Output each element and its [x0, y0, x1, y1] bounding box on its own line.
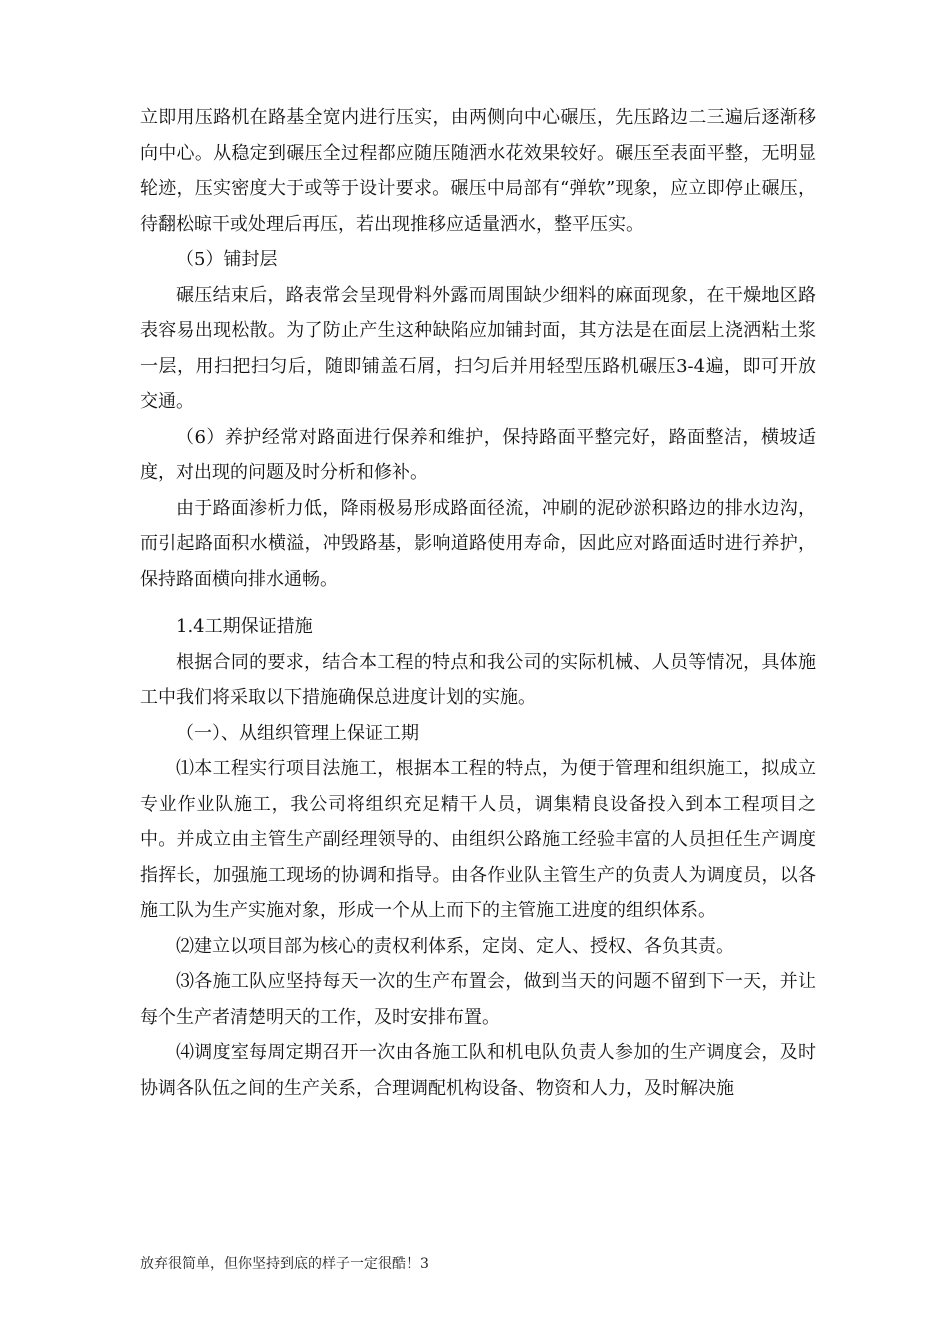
list-item-1: ⑴本工程实行项目法施工，根据本工程的特点，为便于管理和组织施工，拟成立专业作业队施工，我公司将组织充足精干人员，调集精良设备投入到本工程项目之中。并成立由主管生产副经理领导的、由组织公路施工经验丰富的人员担任生产调度指挥长，加强施工现场的协调和指导。由各作业队主管生产的负责人为调度员，以各施工队为生产实施对象，形成一个从上而下的主管施工进度的组织体系。	[140, 758, 816, 921]
subheading-organization: （一）、从组织管理上保证工期	[176, 722, 419, 744]
section-heading-schedule: 1.4工期保证措施	[176, 616, 313, 637]
subheading-seal-layer: （5）铺封层	[176, 249, 278, 270]
paragraph-maintenance: （6）养护经常对路面进行保养和维护，保持路面平整完好，路面整洁，横坡适度，对出现的问题及时分析和修补。	[140, 426, 816, 483]
body-text	[140, 100, 816, 1106]
page-footer: 放弃很简单，但你坚持到底的样子一定很酷！3	[140, 1256, 429, 1272]
paragraph-drainage: 由于路面渗析力低，降雨极易形成路面径流，冲刷的泥砂淤积路边的排水边沟，而引起路面积水横溢，冲毁路基，影响道路使用寿命，因此应对路面适时进行养护，保持路面横向排水通畅。	[140, 497, 816, 590]
list-item-3: ⑶各施工队应坚持每天一次的生产布置会，做到当天的问题不留到下一天，并让每个生产者清楚明天的工作，及时安排布置。	[140, 971, 816, 1028]
list-item-2: ⑵建立以项目部为核心的责权利体系，定岗、定人、授权、各负其责。	[176, 935, 734, 957]
paragraph-compaction: 立即用压路机在路基全宽内进行压实，由两侧向中心碾压，先压路边二三遍后逐渐移向中心。从稳定到碾压全过程都应随压随洒水花效果较好。碾压至表面平整，无明显轮迹，压实密度大于或等于设计要求。碾压中局部有“弹软”现象，应立即停止碾压，待翻松晾干或处理后再压，若出现推移应适量洒水，整平压实。	[140, 107, 816, 235]
paragraph-schedule-intro: 根据合同的要求，结合本工程的特点和我公司的实际机械、人员等情况，具体施工中我们将采取以下措施确保总进度计划的实施。	[140, 651, 816, 708]
list-item-4: ⑷调度室每周定期召开一次由各施工队和机电队负责人参加的生产调度会，及时协调各队伍之间的生产关系，合理调配机构设备、物资和人力，及时解决施	[140, 1042, 816, 1099]
section-gap	[140, 597, 816, 609]
paragraph-seal-layer: 碾压结束后，路表常会呈现骨料外露而周围缺少细料的麻面现象，在干燥地区路表容易出现松散。为了防止产生这种缺陷应加铺封面，其方法是在面层上浇洒粘土浆一层，用扫把扫匀后，随即铺盖石屑，扫匀后并用轻型压路机碾压3-4遍，即可开放交通。	[140, 284, 816, 412]
